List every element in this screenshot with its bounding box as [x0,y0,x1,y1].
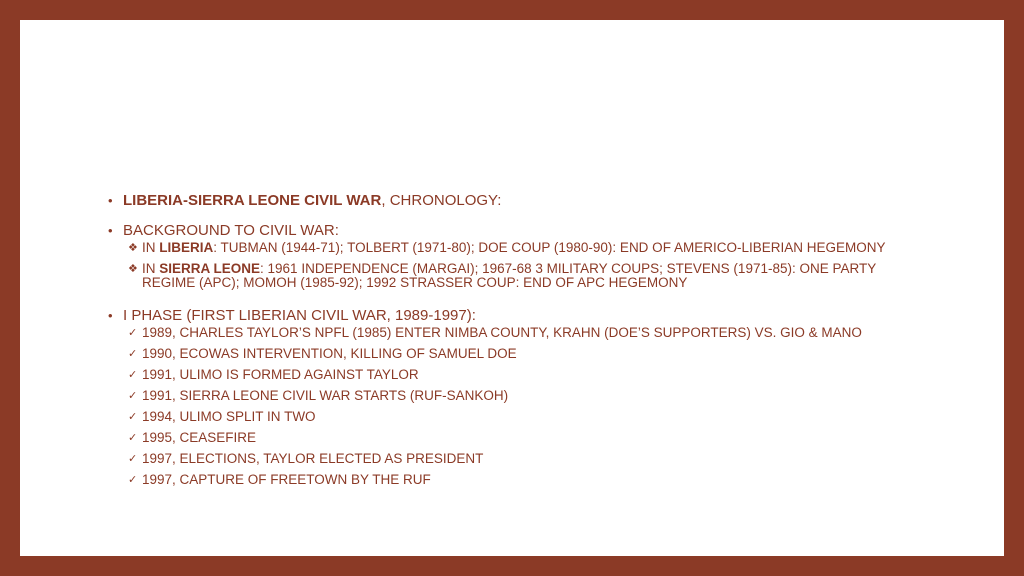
phase1-item: ✓ 1997, ELECTIONS, TAYLOR ELECTED AS PRESIDENT [128,451,484,466]
checkmark-icon: ✓ [128,327,138,339]
checkmark-icon: ✓ [128,390,138,402]
checkmark-icon: ✓ [128,348,138,360]
bullet-dot-icon: • [108,223,113,238]
phase1-heading: I PHASE (FIRST LIBERIAN CIVIL WAR, 1989-1997): [123,307,476,324]
checkmark-icon: ✓ [128,432,138,444]
phase1-bullet [108,307,908,325]
sierra-leone-item: ❖ IN SIERRA LEONE: 1961 INDEPENDENCE (MARGAI); 1967-68 3 MILITARY COUPS; STEVENS (1971-85): ONE PARTY REGIME (APC); MOMOH (1985-92); 1992 STRASSER COUP: END OF APC HEGEMONY [128,261,876,290]
background-heading: BACKGROUND TO CIVIL WAR: [123,222,339,239]
title-bullet [108,192,908,210]
phase1-item: ✓ 1991, ULIMO IS FORMED AGAINST TAYLOR [128,367,419,382]
liberia-bold: LIBERIA [159,240,214,255]
sierra-leone-bold: SIERRA LEONE [159,261,261,276]
checkmark-icon: ✓ [128,474,138,486]
slide-content [108,172,908,487]
checkmark-icon: ✓ [128,453,138,465]
phase1-item: ✓ 1995, CEASEFIRE [128,430,257,445]
diamond-bullet-icon: ❖ [128,242,138,254]
title-bold: LIBERIA-SIERRA LEONE CIVIL WAR [123,192,382,209]
phase1-item: ✓ 1989, CHARLES TAYLOR’S NPFL (1985) ENTER NIMBA COUNTY, KRAHN (DOE’S SUPPORTERS) VS. GIO & MANO [128,325,862,340]
diamond-bullet-icon: ❖ [128,263,138,275]
phase1-item: ✓ 1991, SIERRA LEONE CIVIL WAR STARTS (RUF-SANKOH) [128,388,509,403]
checkmark-icon: ✓ [128,369,138,381]
phase1-item: ✓ 1990, ECOWAS INTERVENTION, KILLING OF SAMUEL DOE [128,346,517,361]
title-rest: , CHRONOLOGY: [381,192,502,209]
bullet-dot-icon: • [108,308,113,323]
slide [20,20,1004,556]
checkmark-icon: ✓ [128,411,138,423]
phase1-item: ✓ 1997, CAPTURE OF FREETOWN BY THE RUF [128,472,431,487]
bullet-dot-icon: • [108,193,113,208]
phase1-item: ✓ 1994, ULIMO SPLIT IN TWO [128,409,316,424]
liberia-item: ❖ IN LIBERIA: TUBMAN (1944-71); TOLBERT (1971-80); DOE COUP (1980-90): END OF AMERICO-LIBERIAN HEGEMONY [128,240,886,255]
background-bullet [108,222,908,240]
